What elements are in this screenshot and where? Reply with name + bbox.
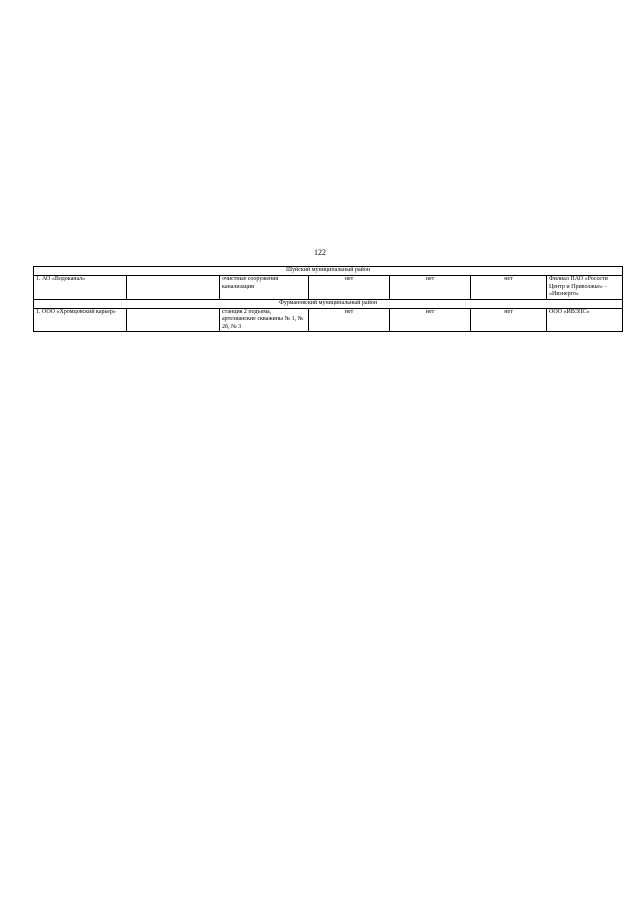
object-cell: очистные сооружения канализации [220,276,309,300]
value-cell: нет [471,308,547,332]
table-row [34,276,623,300]
table-row [34,308,623,332]
district-row [34,267,623,276]
value-cell: нет [390,276,471,300]
value-cell: нет [309,308,390,332]
supplier-cell: Филиал ПАО «Россети Центр и Приволжье» - «Ивэнерго» [547,276,623,300]
infrastructure-table [33,266,623,332]
page-number: 122 [314,248,326,257]
district-name: Фурмановский муниципальный район [34,299,623,308]
value-cell: нет [390,308,471,332]
supplier-cell: ООО «ИВЭЛС» [547,308,623,332]
organization-cell: 1. ООО «Хромцовский карьер» [34,308,127,332]
object-cell: станция 2 подъема, артезианские скважины № 1, № 2б, № 3 [220,308,309,332]
district-row [34,299,623,308]
empty-cell [127,276,220,300]
district-name: Шуйский муниципальный район [34,267,623,276]
empty-cell [127,308,220,332]
organization-cell: 1. АО «Водоканал» [34,276,127,300]
value-cell: нет [471,276,547,300]
value-cell: нет [309,276,390,300]
